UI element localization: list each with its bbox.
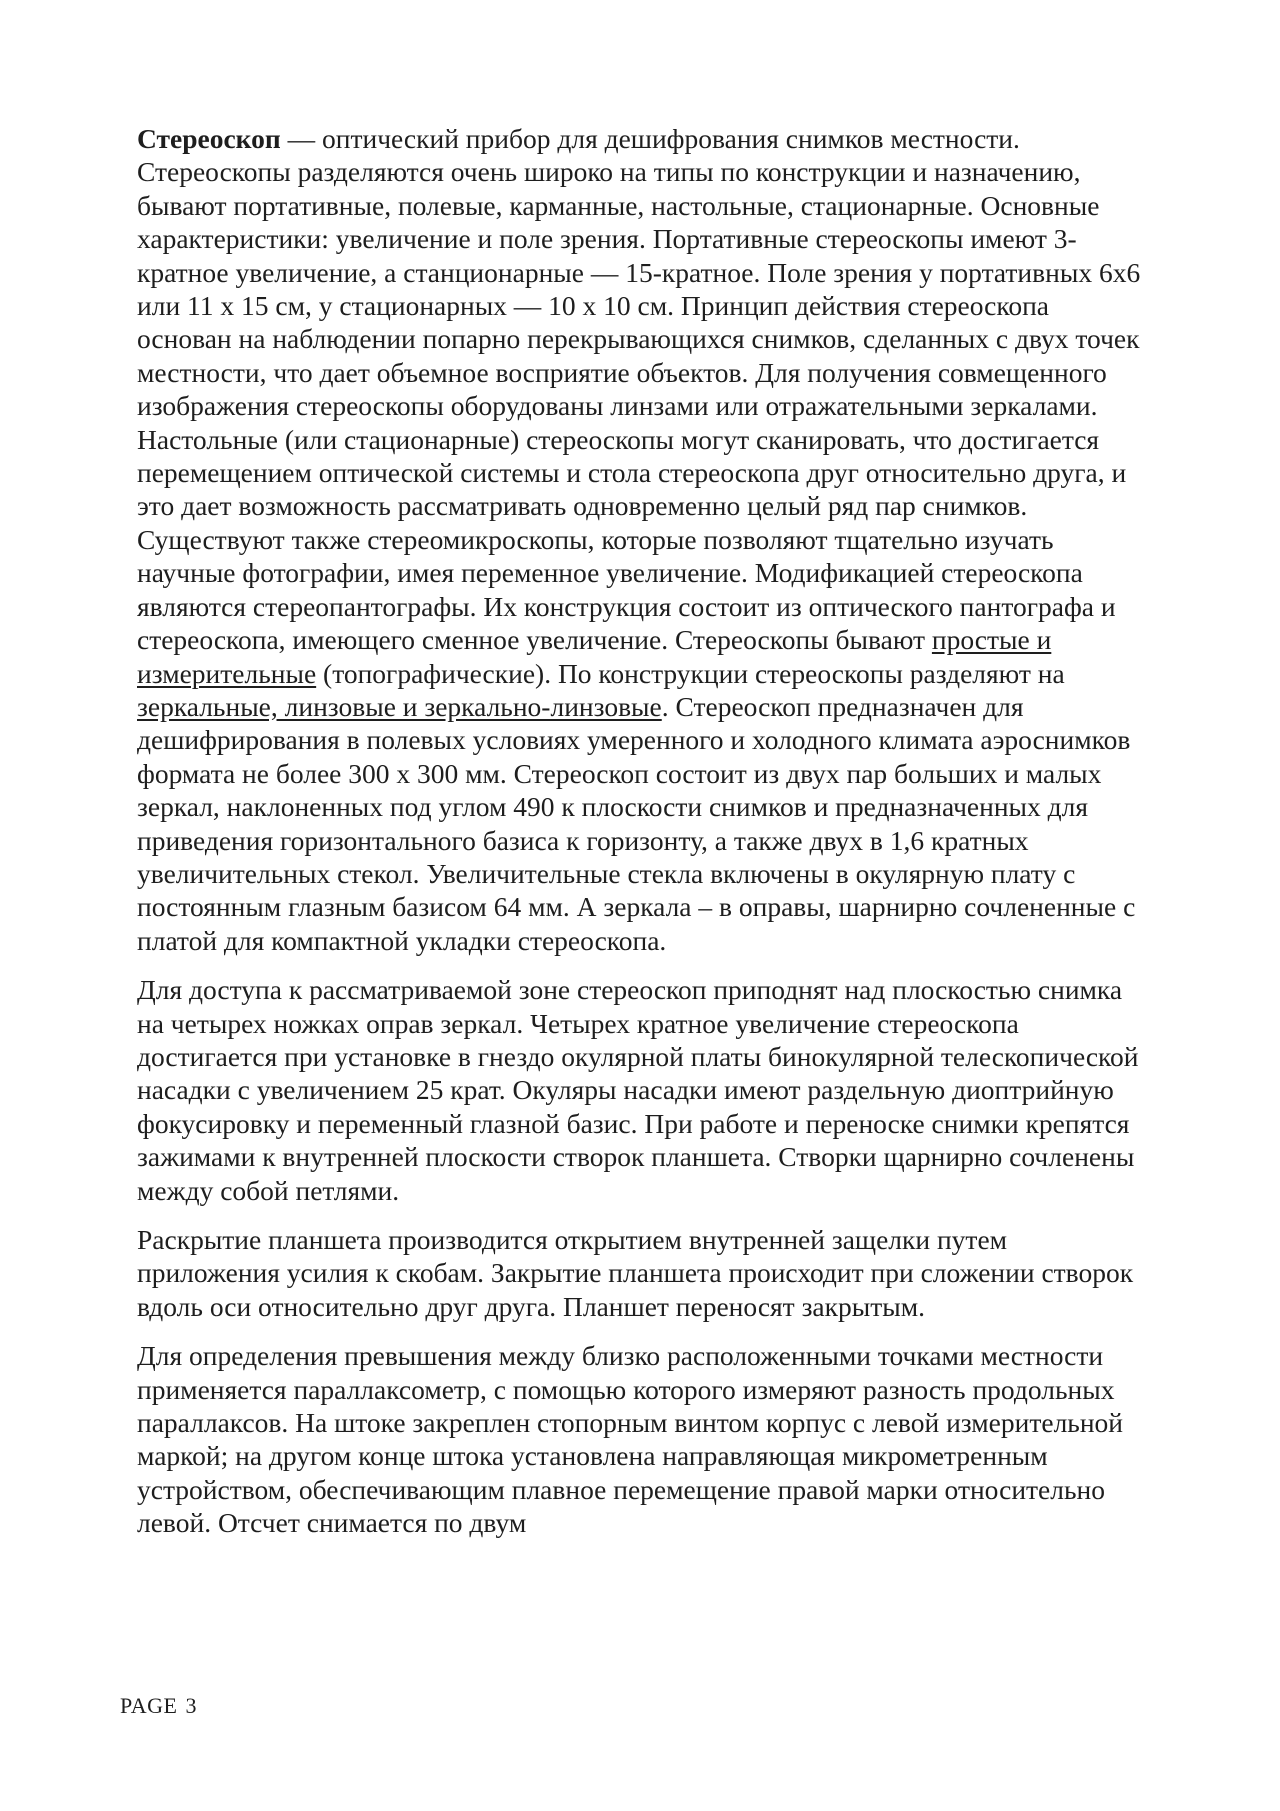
paragraph-3: Раскрытие планшета производится открытием внутренней защелки путем приложения усилия к скобам. Закрытие планшета происходит при сложении створок вдоль оси относительно друг друга. Планшет переносят закрытым. <box>137 1224 1134 1322</box>
paragraph-1-text-b: (топографические). По конструкции стереоскопы разделяют на <box>316 657 1065 689</box>
document-body <box>137 122 1147 1556</box>
paragraph-2: Для доступа к рассматриваемой зоне стереоскоп приподнят над плоскостью снимка на четырех ножках оправ зеркал. Четырех кратное увеличение стереоскопа достигается при установке в гнездо окулярной платы бинокулярной телескопической насадки с увеличением 25 крат. Окуляры насадки имеют раздельную диоптрийную фокусировку и переменный глазной базис. При работе и переноске снимки крепятся зажимами к внутренней плоскости створок планшета. Створки щарнирно сочленены между собой петлями. <box>137 974 1139 1206</box>
paragraph-1-text-a: — оптический прибор для дешифрования снимков местности. Стереоскопы разделяются очень широко на типы по конструкции и назначению, бывают портативные, полевые, карманные, настольные, стационарные. Основные характеристики: увеличение и поле зрения. Портативные стереоскопы имеют 3-кратное увеличение, а станционарные — 15-кратное. Поле зрения у портативных 6х6 или 11 х 15 см, у стационарных — 10 х 10 см. Принцип действия стереоскопа основан на наблюдении попарно перекрывающихся снимков, сделанных с двух точек местности, что дает объемное восприятие объектов. Для получения совмещенного изображения стереоскопы оборудованы линзами или отражательными зеркалами. Настольные (или стационарные) стереоскопы могут сканировать, что достигается перемещением оптической системы и стола стереоскопа друг относительно друга, и это дает возможность рассматривать одновременно целый ряд пар снимков. Существуют также стереомикроскопы, которые позволяют тщательно изучать научные фотографии, имея переменное увеличение. Модификацией стереоскопа являются стереопантографы. Их конструкция состоит из оптического пантографа и стереоскопа, имеющего сменное увеличение. Стереоскопы бывают <box>137 123 1141 656</box>
link-simple-and-measuring[interactable]: простые и измерительные <box>137 624 1052 689</box>
term-stereoscope: Стереоскоп <box>137 123 281 154</box>
page-number: 3 <box>185 1693 197 1718</box>
paragraph-1-text-c: . Стереоскоп предназначен для дешифрирования в полевых условиях умеренного и холодного климата аэроснимков формата не более 300 х 300 мм. Стереоскоп состоит из двух пар больших и малых зеркал, наклоненных под углом 490 к плоскости снимков и предназначенных для приведения горизонтального базиса к горизонту, а также двух в 1,6 кратных увеличительных стекол. Увеличительные стекла включены в окулярную плату с постоянным глазным базисом 64 мм. А зеркала – в оправы, шарнирно сочлененные с платой для компактной укладки стереоскопа. <box>137 690 1136 956</box>
paragraph-1 <box>137 122 1147 957</box>
page-footer <box>120 1693 197 1719</box>
link-mirror-lens-types[interactable]: зеркальные, линзовые и зеркально-линзовые <box>137 690 662 722</box>
page-label: PAGE <box>120 1693 178 1718</box>
paragraph-4: Для определения превышения между близко расположенными точками местности применяется параллаксометр, с помощью которого измеряют разность продольных параллаксов. На штоке закреплен стопорным винтом корпус с левой измерительной маркой; на другом конце штока установлена направляющая микрометренным устройством, обеспечивающим плавное перемещение правой марки относительно левой. Отсчет снимается по двум <box>137 1340 1124 1539</box>
